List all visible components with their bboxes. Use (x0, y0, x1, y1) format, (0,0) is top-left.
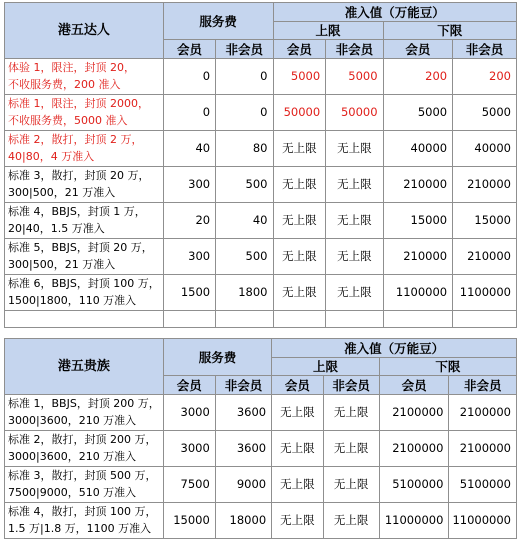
access-header: 准入值（万能豆） (273, 3, 517, 22)
blank-cell (5, 311, 164, 328)
upper-member-header: 会员 (273, 40, 326, 59)
lower-nonmember: 1100000 (453, 275, 517, 311)
fee-nonmember: 3600 (215, 395, 271, 431)
upper-member: 5000 (273, 59, 326, 95)
blank-cell (453, 311, 517, 328)
upper-member: 50000 (273, 95, 326, 131)
upper-nonmember-header: 非会员 (323, 376, 379, 395)
blank-cell (273, 311, 326, 328)
table-row (5, 395, 517, 431)
table-row (5, 131, 517, 167)
fee-nonmember: 3600 (215, 431, 271, 467)
lower-member-header: 会员 (379, 376, 449, 395)
blank-cell (326, 311, 383, 328)
row-label: 标准 3，散打，封顶 500 万， 7500|9000，510 万准入 (5, 467, 164, 503)
upper-member: 无上限 (272, 395, 323, 431)
lower-member: 2100000 (379, 431, 449, 467)
blank-row (5, 311, 517, 328)
upper-nonmember: 无上限 (326, 131, 383, 167)
upper-member: 无上限 (273, 275, 326, 311)
table-row (5, 167, 517, 203)
upper-nonmember: 无上限 (323, 395, 379, 431)
fee-member: 40 (163, 131, 215, 167)
fee-member: 3000 (163, 395, 215, 431)
row-label: 标准 2，散打，封顶 2 万， 40|80，4 万准入 (5, 131, 164, 167)
lower-member: 5000 (383, 95, 453, 131)
row-label: 标准 6，BBJS，封顶 100 万， 1500|1800，110 万准入 (5, 275, 164, 311)
upper-nonmember: 无上限 (323, 467, 379, 503)
lower-limit-header: 下限 (383, 22, 516, 40)
fee-nonmember-header: 非会员 (216, 40, 273, 59)
fee-nonmember: 500 (216, 167, 273, 203)
lower-nonmember-header: 非会员 (453, 40, 517, 59)
table-row (5, 59, 517, 95)
lower-nonmember: 40000 (453, 131, 517, 167)
upper-member: 无上限 (272, 503, 323, 539)
upper-member: 无上限 (273, 131, 326, 167)
fee-member-header: 会员 (163, 40, 215, 59)
lower-member: 210000 (383, 239, 453, 275)
lower-nonmember: 210000 (453, 167, 517, 203)
fee-nonmember: 1800 (216, 275, 273, 311)
row-label: 标准 4，BBJS，封顶 1 万， 20|40，1.5 万准入 (5, 203, 164, 239)
upper-limit-header: 上限 (272, 358, 380, 376)
lower-member: 2100000 (379, 395, 449, 431)
table-row (5, 431, 517, 467)
upper-nonmember: 无上限 (326, 275, 383, 311)
fee-member: 0 (163, 59, 215, 95)
fee-header: 服务费 (163, 339, 271, 376)
table-row (5, 275, 517, 311)
upper-nonmember: 50000 (326, 95, 383, 131)
lower-nonmember: 2100000 (449, 395, 517, 431)
row-label: 体验 1，限注，封顶 20， 不收服务费，200 准入 (5, 59, 164, 95)
table-row (5, 95, 517, 131)
table-row (5, 467, 517, 503)
upper-limit-header: 上限 (273, 22, 383, 40)
lower-member-header: 会员 (383, 40, 453, 59)
table-gangwu-guizu (4, 338, 517, 539)
lower-member: 15000 (383, 203, 453, 239)
row-label: 标准 4，散打，封顶 100 万， 1.5 万|1.8 万，1100 万准入 (5, 503, 164, 539)
fee-nonmember: 0 (216, 59, 273, 95)
upper-nonmember: 无上限 (323, 431, 379, 467)
row-label: 标准 5，BBJS，封顶 20 万， 300|500，21 万准入 (5, 239, 164, 275)
row-label: 标准 2，散打，封顶 200 万， 3000|3600，210 万准入 (5, 431, 164, 467)
fee-member: 7500 (163, 467, 215, 503)
upper-nonmember: 无上限 (326, 167, 383, 203)
fee-member: 3000 (163, 431, 215, 467)
row-label: 标准 1，限注，封顶 2000， 不收服务费，5000 准入 (5, 95, 164, 131)
fee-nonmember-header: 非会员 (215, 376, 271, 395)
row-label: 标准 1，BBJS，封顶 200 万， 3000|3600，210 万准入 (5, 395, 164, 431)
section-title: 港五贵族 (5, 339, 164, 395)
section-title: 港五达人 (5, 3, 164, 59)
lower-member: 40000 (383, 131, 453, 167)
upper-nonmember-header: 非会员 (326, 40, 383, 59)
fee-member: 20 (163, 203, 215, 239)
upper-member: 无上限 (273, 239, 326, 275)
lower-nonmember: 11000000 (449, 503, 517, 539)
access-header: 准入值（万能豆） (272, 339, 517, 358)
lower-member: 200 (383, 59, 453, 95)
lower-member: 210000 (383, 167, 453, 203)
fee-member: 1500 (163, 275, 215, 311)
fee-member-header: 会员 (163, 376, 215, 395)
blank-cell (383, 311, 453, 328)
fee-nonmember: 9000 (215, 467, 271, 503)
fee-member: 15000 (163, 503, 215, 539)
fee-nonmember: 18000 (215, 503, 271, 539)
upper-nonmember: 5000 (326, 59, 383, 95)
upper-member: 无上限 (273, 203, 326, 239)
upper-member: 无上限 (273, 167, 326, 203)
table-row (5, 503, 517, 539)
lower-nonmember: 5100000 (449, 467, 517, 503)
fee-header: 服务费 (163, 3, 273, 40)
lower-member: 11000000 (379, 503, 449, 539)
lower-limit-header: 下限 (379, 358, 516, 376)
upper-member-header: 会员 (272, 376, 323, 395)
blank-cell (216, 311, 273, 328)
lower-nonmember: 5000 (453, 95, 517, 131)
lower-member: 5100000 (379, 467, 449, 503)
lower-nonmember: 2100000 (449, 431, 517, 467)
upper-member: 无上限 (272, 431, 323, 467)
fee-member: 0 (163, 95, 215, 131)
fee-member: 300 (163, 239, 215, 275)
fee-nonmember: 500 (216, 239, 273, 275)
table-gangwu-daren (4, 2, 517, 328)
lower-member: 1100000 (383, 275, 453, 311)
fee-member: 300 (163, 167, 215, 203)
fee-nonmember: 80 (216, 131, 273, 167)
upper-nonmember: 无上限 (326, 203, 383, 239)
table-row (5, 203, 517, 239)
lower-nonmember: 200 (453, 59, 517, 95)
upper-member: 无上限 (272, 467, 323, 503)
fee-nonmember: 40 (216, 203, 273, 239)
fee-nonmember: 0 (216, 95, 273, 131)
upper-nonmember: 无上限 (323, 503, 379, 539)
table-row (5, 239, 517, 275)
blank-cell (163, 311, 215, 328)
lower-nonmember: 210000 (453, 239, 517, 275)
lower-nonmember-header: 非会员 (449, 376, 517, 395)
lower-nonmember: 15000 (453, 203, 517, 239)
upper-nonmember: 无上限 (326, 239, 383, 275)
row-label: 标准 3，散打，封顶 20 万， 300|500，21 万准入 (5, 167, 164, 203)
